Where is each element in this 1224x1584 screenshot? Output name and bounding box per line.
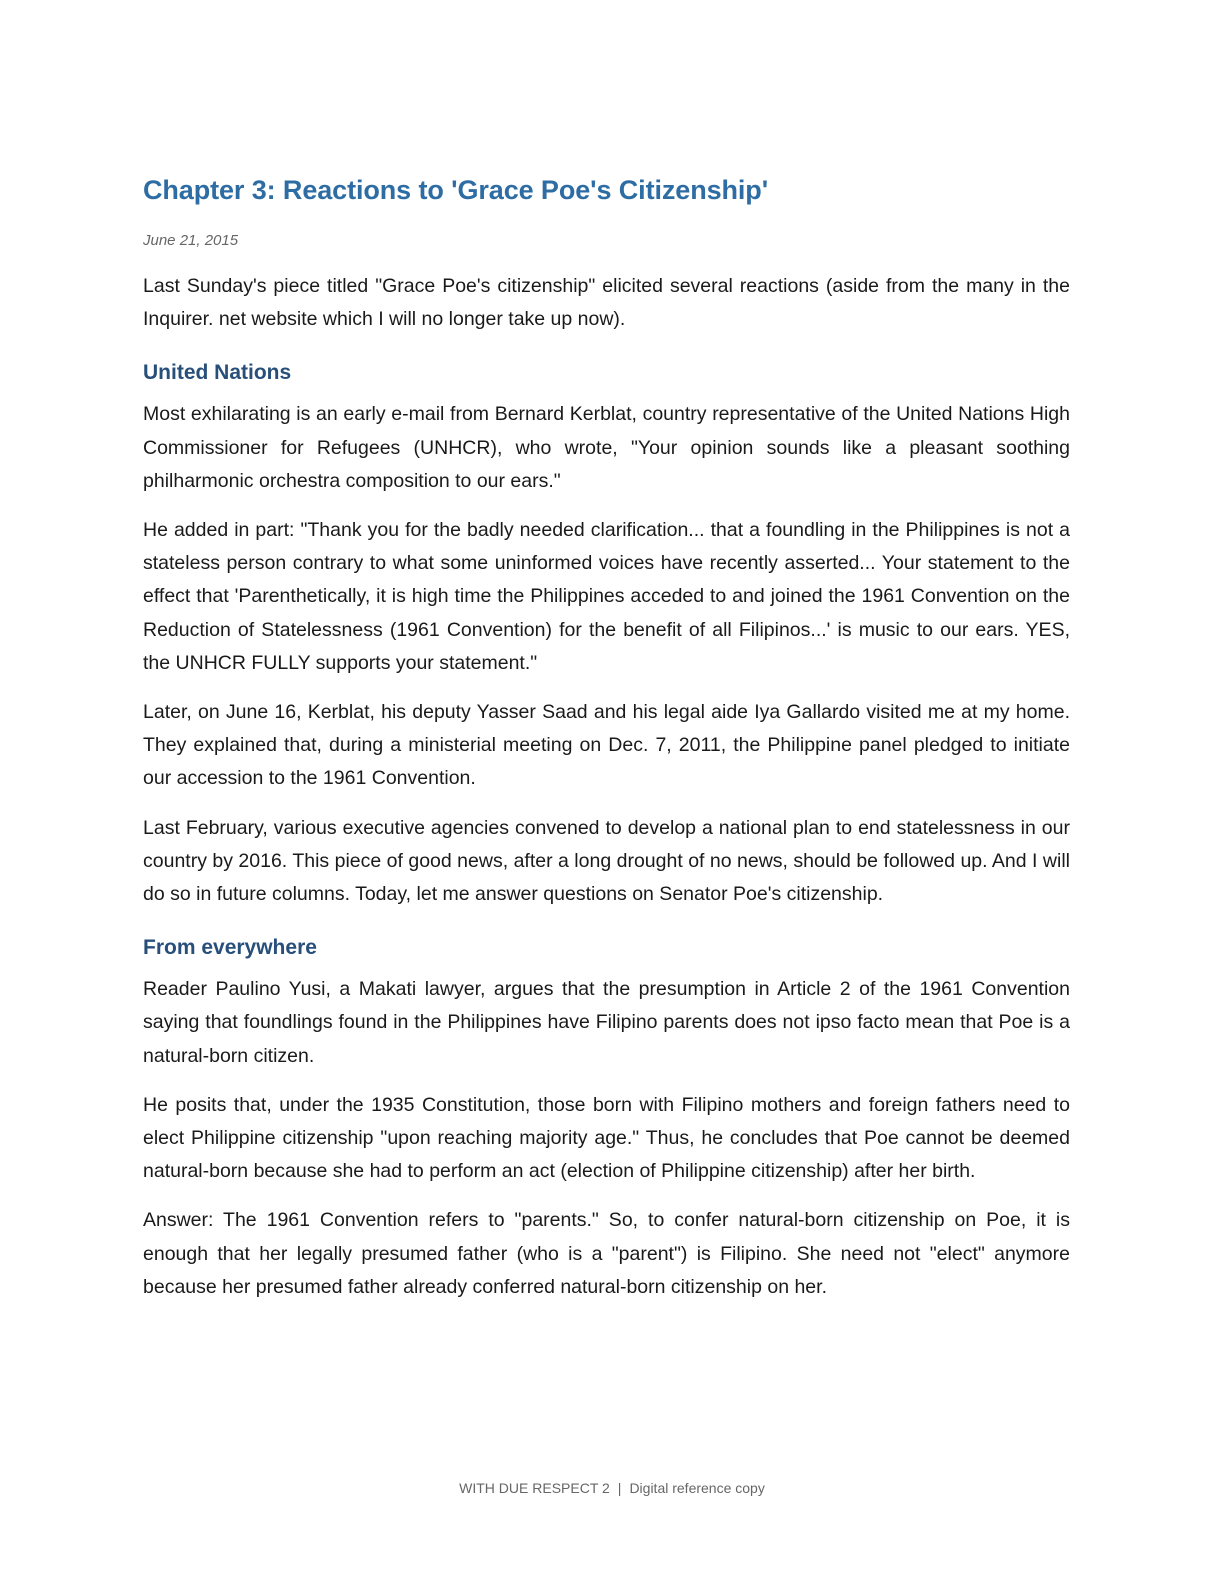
body-paragraph: Last February, various executive agencies convened to develop a national plan to end statelessness in our country by 2016. This piece of good news, after a long drought of no news, should be followed up. And I will do so in future columns. Today, let me answer questions on Senator Poe's citizenship. <box>143 816 1070 906</box>
footer-note: Digital reference copy <box>629 1480 765 1496</box>
section-heading-united-nations: United Nations <box>143 361 292 385</box>
footer-book-title: WITH DUE RESPECT 2 <box>459 1480 610 1496</box>
body-paragraph: Later, on June 16, Kerblat, his deputy Yasser Saad and his legal aide Iya Gallardo visited me at my home. They explained that, during a ministerial meeting on Dec. 7, 2011, the Philippine panel pledged to initiate our accession to the 1961 Convention. <box>143 701 1070 790</box>
chapter-title: Chapter 3: Reactions to 'Grace Poe's Citizenship' <box>143 175 769 205</box>
section-heading-from-everywhere: From everywhere <box>143 936 317 960</box>
document-page <box>143 170 1070 1304</box>
body-paragraph: Most exhilarating is an early e-mail from Bernard Kerblat, country representative of the United Nations High Commissioner for Refugees (UNHCR), who wrote, "Your opinion sounds like a pleasant soothing philharmonic orchestra composition to our ears." <box>143 403 1070 492</box>
publication-date: June 21, 2015 <box>143 232 239 249</box>
intro-paragraph: Last Sunday's piece titled "Grace Poe's citizenship" elicited several reactions (aside from the many in the Inquirer. net website which I will no longer take up now). <box>143 275 1070 331</box>
page-footer <box>0 1478 1224 1498</box>
body-paragraph: Reader Paulino Yusi, a Makati lawyer, argues that the presumption in Article 2 of the 1961 Convention saying that foundlings found in the Philippines have Filipino parents does not ipso facto mean that Poe is a natural-born citizen. <box>143 978 1070 1067</box>
body-paragraph: Answer: The 1961 Convention refers to "parents." So, to confer natural-born citizenship on Poe, it is enough that her legally presumed father (who is a "parent") is Filipino. She need not "elect" anymore because her presumed father already conferred natural-born citizenship on her. <box>143 1209 1070 1298</box>
body-paragraph: He posits that, under the 1935 Constitution, those born with Filipino mothers and foreign fathers need to elect Philippine citizenship "upon reaching majority age." Thus, he concludes that Poe cannot be deemed natural-born because she had to perform an act (election of Philippine citizenship) after her birth. <box>143 1093 1070 1183</box>
body-paragraph: He added in part: "Thank you for the badly needed clarification... that a foundling in the Philippines is not a stateless person contrary to what some uninformed voices have recently asserted... Your statement to the effect that 'Parenthetically, it is high time the Philippines acceded to and joined the 1961 Convention on the Reduction of Statelessness (1961 Convention) for the benefit of all Filipinos...' is music to our ears. YES, the UNHCR FULLY supports your statement." <box>143 519 1070 674</box>
footer-separator: | <box>617 1480 622 1496</box>
